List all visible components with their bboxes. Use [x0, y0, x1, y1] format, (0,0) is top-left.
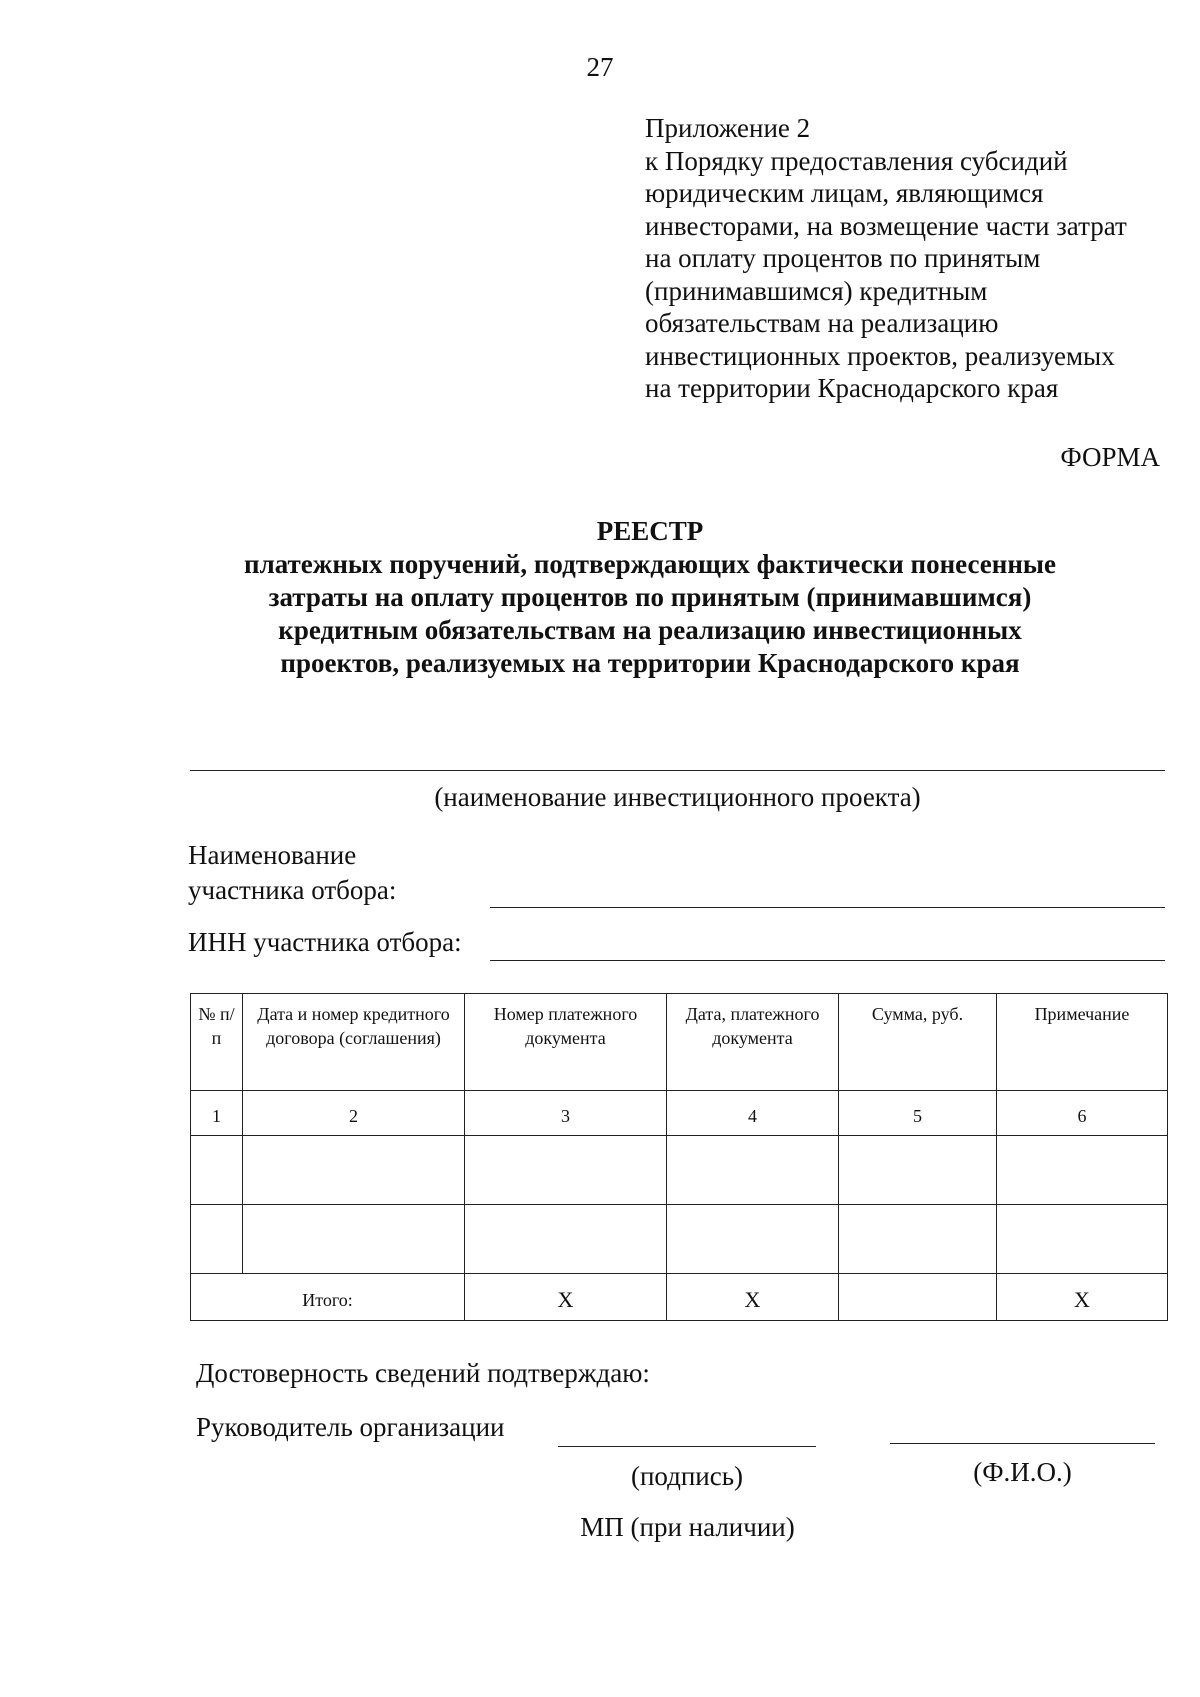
column-number: 2	[243, 1091, 465, 1136]
column-number: 1	[191, 1091, 243, 1136]
header-cell: Дата, платежного документа	[667, 994, 839, 1091]
page-number: 27	[586, 52, 614, 82]
signature-caption: (подпись)	[630, 1461, 744, 1491]
appendix-line: инвестиционных проектов, реализуемых	[645, 340, 1115, 371]
participant-name-label: Наименование участника отбора:	[188, 840, 397, 905]
column-number-row	[191, 1091, 1168, 1136]
registry-table	[190, 993, 1168, 1321]
project-name-line[interactable]	[190, 770, 1165, 771]
title-line: платежных поручений, подтверждающих фактически понесенные	[244, 549, 1056, 579]
title-line: проектов, реализуемых на территории Краснодарского края	[280, 648, 1020, 678]
confirmation-text: Достоверность сведений подтверждаю:	[196, 1358, 650, 1388]
total-label: Итого:	[191, 1274, 465, 1321]
title-heading: РЕЕСТР	[596, 516, 704, 546]
appendix-line: инвесторами, на возмещение части затрат	[645, 210, 1127, 241]
header-cell: Примечание	[997, 994, 1168, 1091]
fio-line[interactable]	[890, 1443, 1155, 1444]
header-cell: Сумма, руб.	[839, 994, 997, 1091]
appendix-line: на оплату процентов по принятым	[645, 243, 1041, 273]
form-label: ФОРМА	[1060, 442, 1160, 472]
participant-name-field[interactable]	[490, 907, 1165, 908]
table-cell[interactable]	[839, 1205, 997, 1274]
column-number: 4	[667, 1091, 839, 1136]
appendix-line: к Порядку предоставления субсидий	[645, 145, 1068, 176]
appendix-line: (принимавшимся) кредитным	[645, 275, 988, 306]
table-cell[interactable]	[191, 1136, 243, 1205]
table-cell[interactable]	[667, 1205, 839, 1274]
table-cell[interactable]	[243, 1205, 465, 1274]
column-number: 6	[997, 1091, 1168, 1136]
header-cell: Номер платежного документа	[465, 994, 667, 1091]
participant-inn-field[interactable]	[490, 960, 1165, 961]
table-row	[191, 1205, 1168, 1274]
header-cell: Дата и номер кредитного договора (соглашения)	[243, 994, 465, 1091]
appendix-line: на территории Краснодарского края	[645, 373, 1059, 403]
table-cell[interactable]	[997, 1136, 1168, 1205]
table-cell[interactable]	[191, 1205, 243, 1274]
stamp-note: МП (при наличии)	[580, 1512, 795, 1542]
title-line: затраты на оплату процентов по принятым (принимавшимся)	[268, 582, 1032, 612]
table-cell[interactable]	[465, 1136, 667, 1205]
table-row	[191, 1136, 1168, 1205]
column-number: 5	[839, 1091, 997, 1136]
table-cell[interactable]	[465, 1205, 667, 1274]
fio-caption: (Ф.И.О.)	[973, 1457, 1072, 1487]
document-title	[190, 515, 1110, 680]
head-of-organization-label: Руководитель организации	[196, 1412, 505, 1442]
appendix-line: юридическим лицам, являющимся	[645, 178, 1044, 208]
total-cell: Х	[465, 1274, 667, 1321]
title-line: кредитным обязательствам на реализацию инвестиционных	[278, 615, 1022, 645]
appendix-header	[645, 112, 1165, 405]
participant-inn-label: ИНН участника отбора:	[188, 927, 462, 957]
total-sum-cell[interactable]	[839, 1274, 997, 1321]
signature-line[interactable]	[558, 1446, 816, 1447]
table-cell[interactable]	[243, 1136, 465, 1205]
table-cell[interactable]	[997, 1205, 1168, 1274]
column-number: 3	[465, 1091, 667, 1136]
total-cell: Х	[667, 1274, 839, 1321]
appendix-line: обязательствам на реализацию	[645, 308, 999, 338]
table-cell[interactable]	[839, 1136, 997, 1205]
total-row	[191, 1274, 1168, 1321]
table-cell[interactable]	[667, 1136, 839, 1205]
total-cell: Х	[997, 1274, 1168, 1321]
project-name-caption: (наименование инвестиционного проекта)	[434, 782, 921, 812]
appendix-line: Приложение 2	[645, 113, 811, 143]
header-cell: № п/п	[191, 994, 243, 1091]
table-header-row	[191, 994, 1168, 1091]
